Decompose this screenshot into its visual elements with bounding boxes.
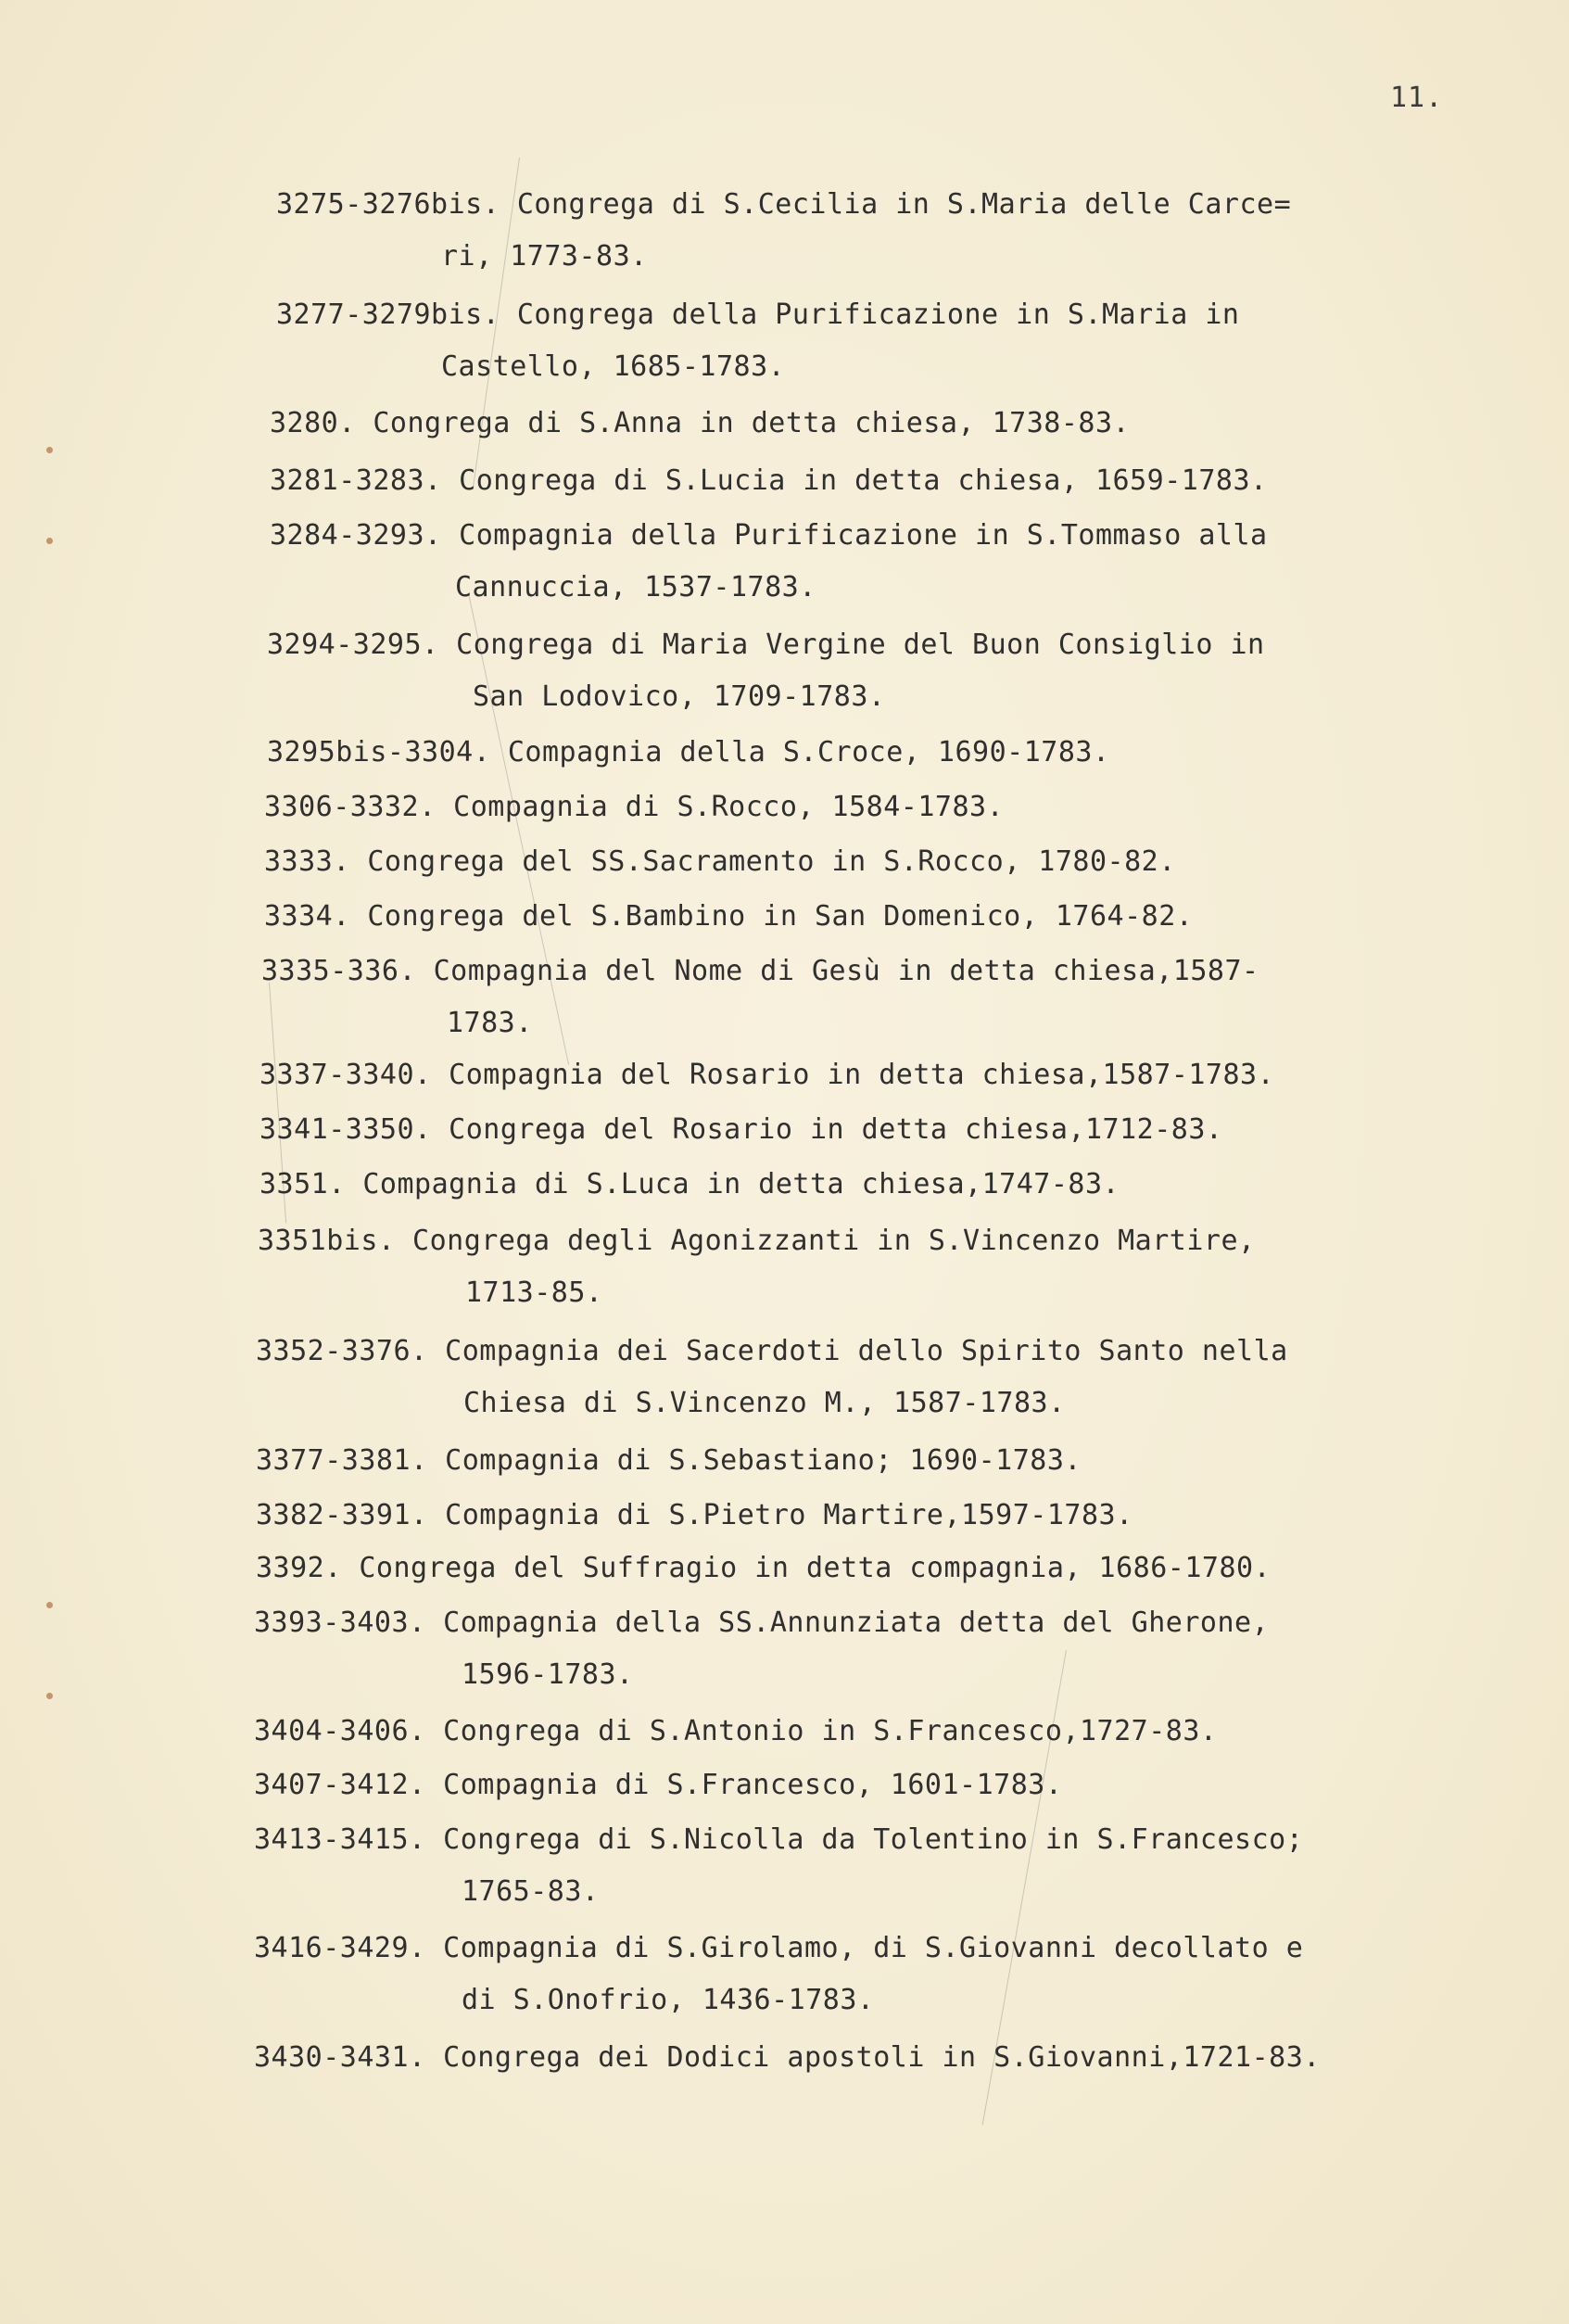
entry-line: 3341-3350. Congrega del Rosario in detta chiesa,1712-83. — [259, 1113, 1223, 1146]
entry-continuation: ri, 1773-83. — [441, 240, 648, 273]
list-item — [267, 619, 1265, 723]
list-item — [259, 1104, 1222, 1156]
list-item — [270, 455, 1268, 507]
entry-continuation: Cannuccia, 1537-1783. — [455, 571, 816, 603]
entry-line: 3275-3276bis. Congrega di S.Cecilia in S.Maria delle Carce= — [276, 188, 1292, 221]
list-item — [256, 1490, 1133, 1542]
entry-line: 3333. Congrega del SS.Sacramento in S.Rocco, 1780-82. — [264, 845, 1176, 878]
list-item — [254, 2032, 1321, 2084]
list-item — [261, 946, 1259, 1049]
list-item — [264, 836, 1176, 888]
entry-line: 3377-3381. Compagnia di S.Sebastiano; 1690-1783. — [256, 1444, 1082, 1477]
list-item — [258, 1215, 1256, 1319]
entry-line: 3295bis-3304. Compagnia della S.Croce, 1690-1783. — [267, 736, 1110, 768]
entry-line: 3407-3412. Compagnia di S.Francesco, 1601-1783. — [254, 1769, 1063, 1801]
entry-continuation: Castello, 1685-1783. — [441, 350, 786, 383]
page-number: 11. — [1390, 82, 1444, 114]
list-item — [270, 398, 1130, 450]
entry-continuation: 1783. — [447, 1007, 533, 1039]
entry-line: 3294-3295. Congrega di Maria Vergine del Buon Consiglio in — [267, 629, 1265, 661]
entry-line: 3416-3429. Compagnia di S.Girolamo, di S.Giovanni decollato e — [254, 1932, 1304, 1964]
list-item — [256, 1326, 1288, 1429]
list-item — [256, 1543, 1271, 1594]
entry-continuation: 1765-83. — [462, 1875, 600, 1908]
entry-line: 3337-3340. Compagnia del Rosario in detta chiesa,1587-1783. — [259, 1059, 1275, 1091]
list-item — [254, 1814, 1303, 1918]
entry-line: 3352-3376. Compagnia dei Sacerdoti dello Spirito Santo nella — [256, 1335, 1288, 1367]
entry-continuation: San Lodovico, 1709-1783. — [473, 680, 886, 713]
list-item — [259, 1159, 1120, 1211]
entry-continuation: di S.Onofrio, 1436-1783. — [462, 1984, 875, 2016]
list-item — [270, 510, 1268, 614]
entry-line: 3392. Congrega del Suffragio in detta compagnia, 1686-1780. — [256, 1552, 1272, 1584]
list-item — [256, 1435, 1082, 1487]
entry-line: 3351. Compagnia di S.Luca in detta chiesa,1747-83. — [259, 1168, 1120, 1200]
entry-line: 3413-3415. Congrega di S.Nicolla da Tolentino in S.Francesco; — [254, 1823, 1304, 1856]
list-item — [259, 1049, 1274, 1101]
list-item — [254, 1597, 1269, 1701]
list-item — [254, 1923, 1303, 2026]
entry-line: 3404-3406. Congrega di S.Antonio in S.Francesco,1727-83. — [254, 1715, 1218, 1747]
entry-line: 3430-3431. Congrega dei Dodici apostoli in S.Giovanni,1721-83. — [254, 2041, 1321, 2074]
entry-line: 3280. Congrega di S.Anna in detta chiesa, 1738-83. — [270, 407, 1131, 439]
list-item — [276, 289, 1239, 393]
list-item — [276, 179, 1291, 283]
entry-line: 3335-336. Compagnia del Nome di Gesù in detta chiesa,1587- — [261, 955, 1259, 987]
entry-line: 3281-3283. Congrega di S.Lucia in detta chiesa, 1659-1783. — [270, 464, 1268, 497]
entry-line: 3306-3332. Compagnia di S.Rocco, 1584-1783. — [264, 791, 1005, 823]
entry-line: 3382-3391. Compagnia di S.Pietro Martire,1597-1783. — [256, 1499, 1133, 1531]
list-item — [254, 1759, 1062, 1811]
list-item — [254, 1706, 1217, 1758]
entry-continuation: 1596-1783. — [462, 1658, 634, 1691]
entry-continuation: 1713-85. — [465, 1276, 603, 1309]
list-item — [264, 891, 1193, 943]
entry-line: 3334. Congrega del S.Bambino in San Domenico, 1764-82. — [264, 900, 1194, 933]
entry-line: 3351bis. Congrega degli Agonizzanti in S.Vincenzo Martire, — [258, 1225, 1256, 1257]
list-item — [264, 781, 1004, 833]
entry-continuation: Chiesa di S.Vincenzo M., 1587-1783. — [463, 1387, 1066, 1419]
entry-line: 3277-3279bis. Congrega della Purificazione in S.Maria in — [276, 298, 1240, 331]
entry-line: 3393-3403. Compagnia della SS.Annunziata detta del Gherone, — [254, 1606, 1270, 1639]
list-item — [267, 727, 1110, 779]
entry-line: 3284-3293. Compagnia della Purificazione in S.Tommaso alla — [270, 519, 1268, 552]
